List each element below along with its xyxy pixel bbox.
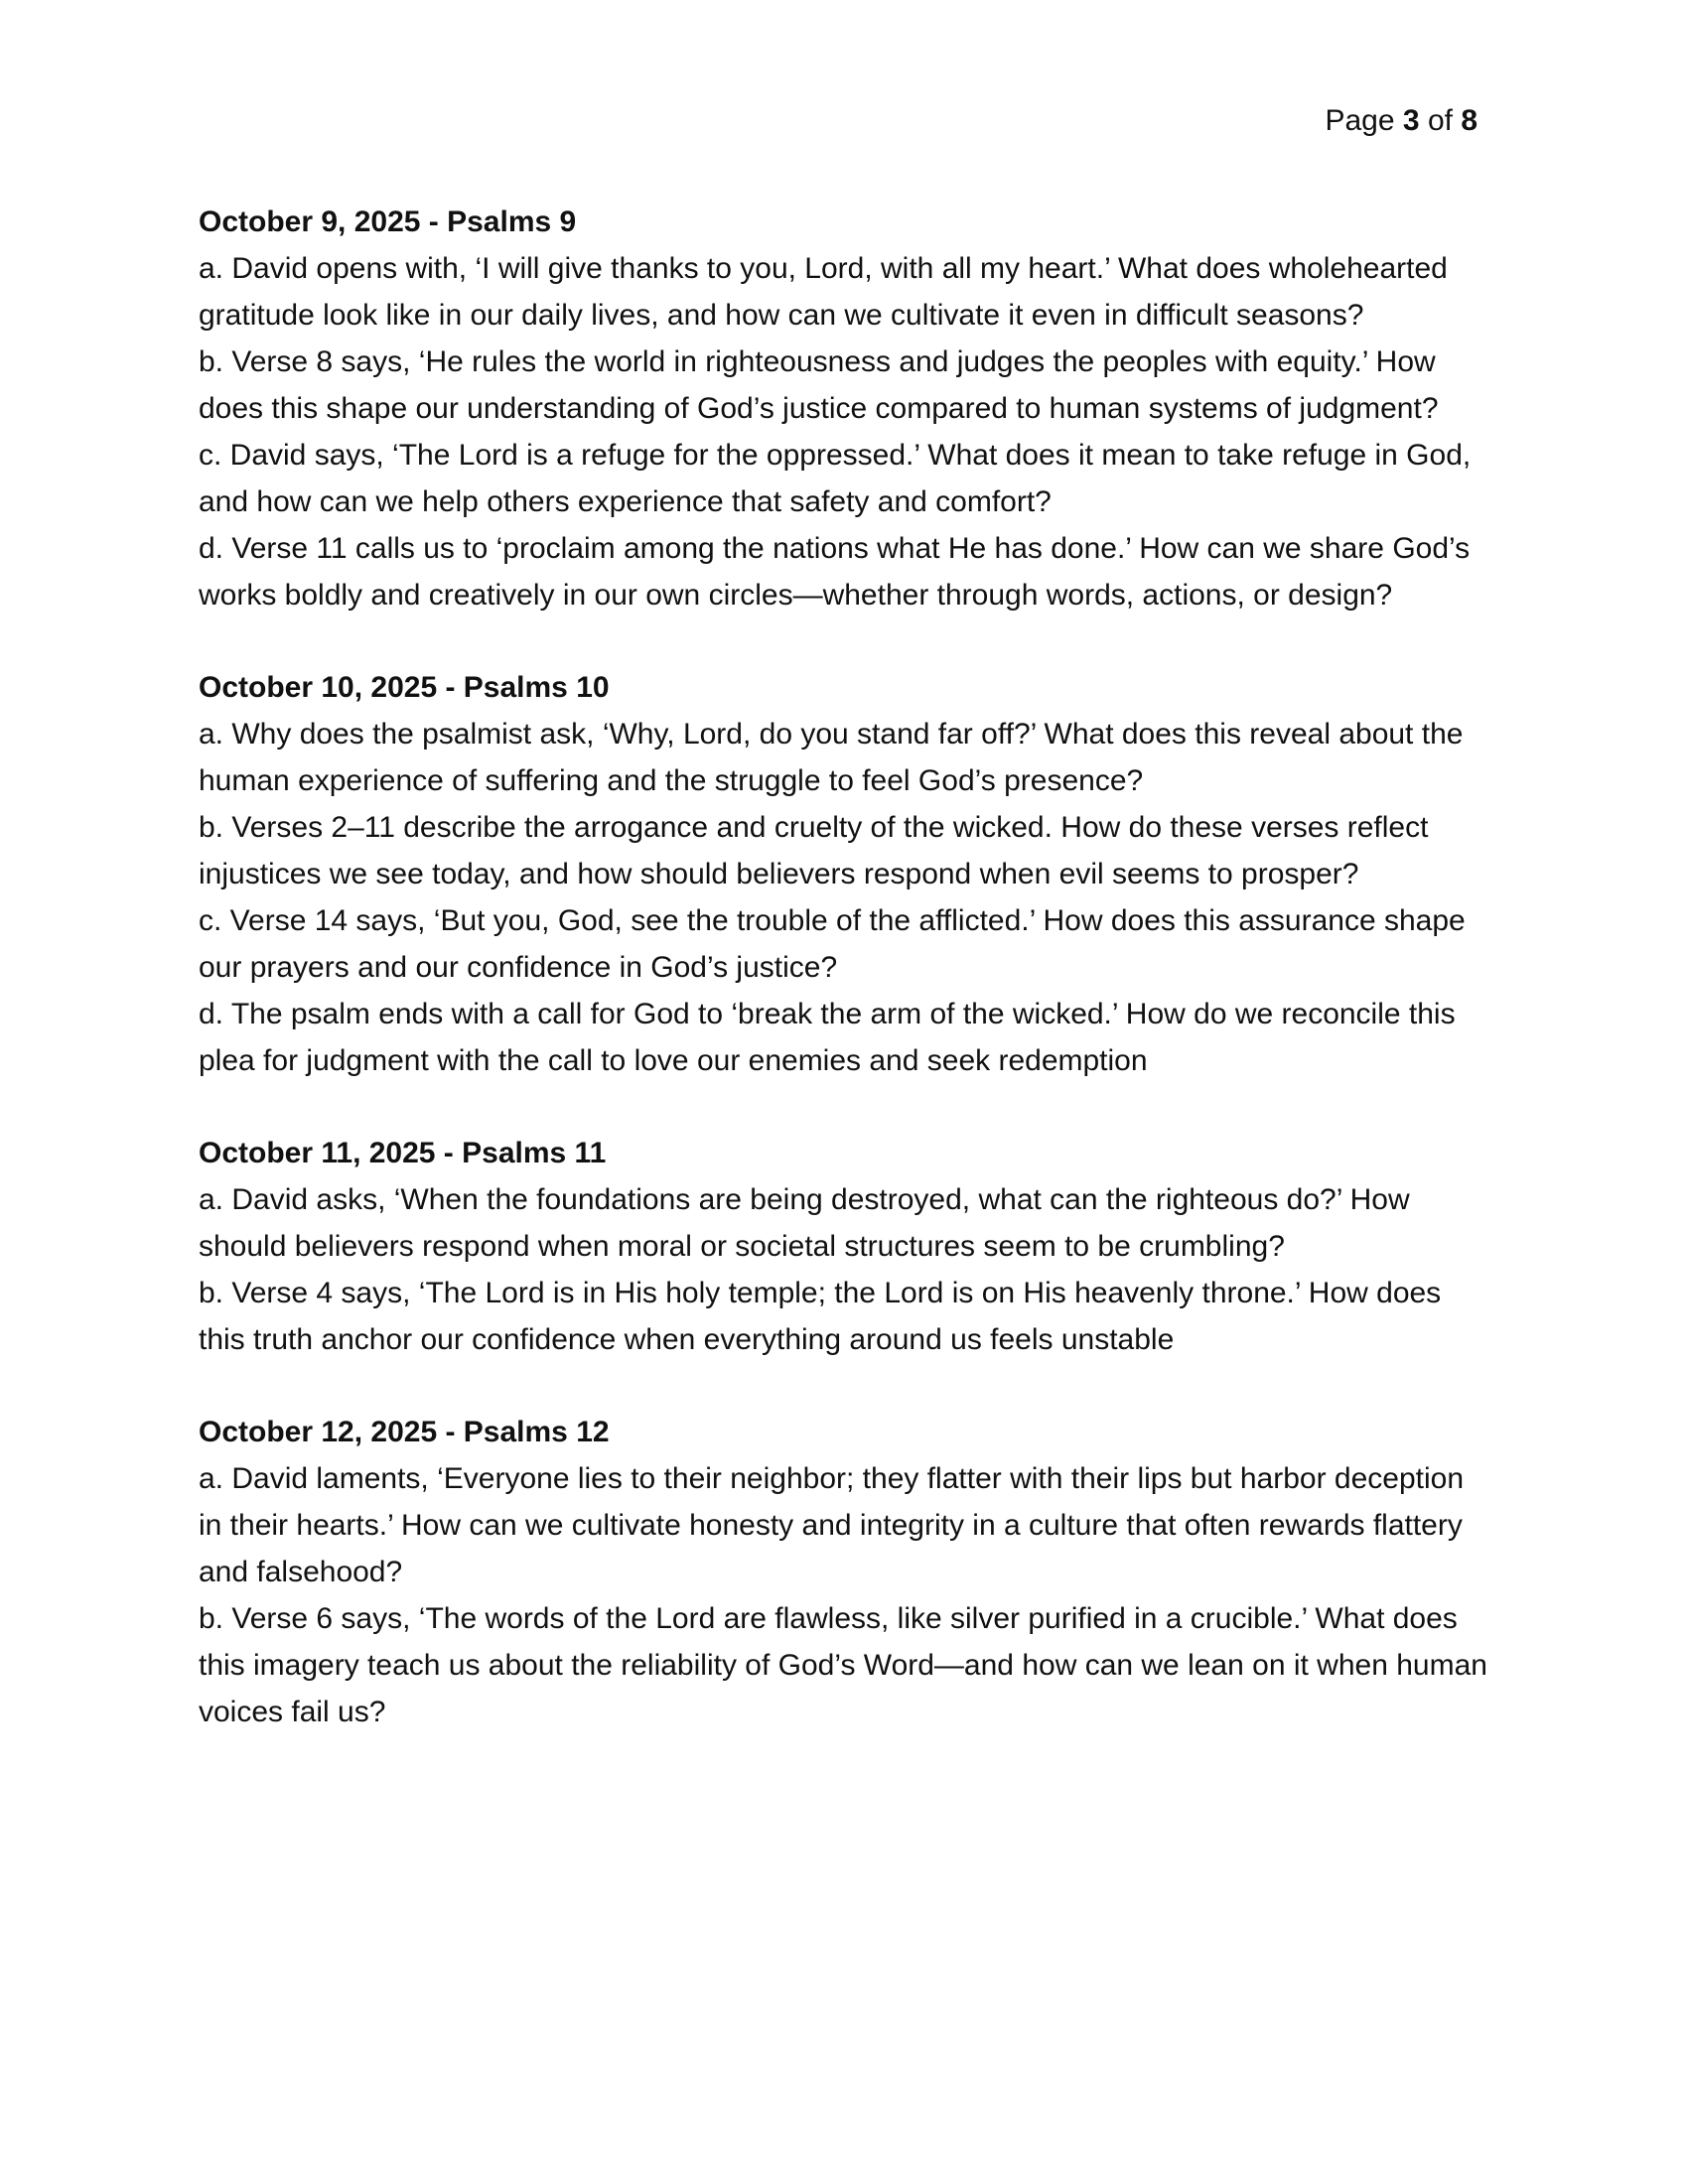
entry-psalms-12 (199, 1409, 1489, 1735)
entry-psalms-9 (199, 199, 1489, 618)
question: b. Verse 8 says, ‘He rules the world in righteousness and judges the peoples with equity.’ How does this shape our understanding of God’s justice compared to human systems of judgment? (199, 345, 1439, 425)
page-number-prefix: Page (1325, 104, 1395, 137)
page-number-of: of (1427, 104, 1453, 137)
question: b. Verse 4 says, ‘The Lord is in His holy temple; the Lord is on His heavenly throne.’ How does this truth anchor our confidence when everything around us feels unstable (199, 1277, 1442, 1356)
entry-heading: October 9, 2025 - Psalms 9 (199, 205, 577, 238)
page-number-total: 8 (1461, 104, 1477, 137)
entry-heading: October 10, 2025 - Psalms 10 (199, 671, 610, 704)
document-body (199, 199, 1489, 1781)
question: a. David opens with, ‘I will give thanks to you, Lord, with all my heart.’ What does wholehearted gratitude look like in our daily lives, and how can we cultivate it even in difficult seasons? (199, 252, 1448, 332)
question: c. Verse 14 says, ‘But you, God, see the trouble of the afflicted.’ How does this assurance shape our prayers and our confidence in God’s justice? (199, 904, 1466, 984)
entry-psalms-10 (199, 664, 1489, 1084)
question: d. The psalm ends with a call for God to ‘break the arm of the wicked.’ How do we reconcile this plea for judgment with the call to love our enemies and seek redemption (199, 998, 1456, 1077)
question: a. Why does the psalmist ask, ‘Why, Lord, do you stand far off?’ What does this reveal about the human experience of suffering and the struggle to feel God’s presence? (199, 718, 1464, 797)
question: b. Verse 6 says, ‘The words of the Lord are flawless, like silver purified in a crucible.’ What does this imagery teach us about the reliability of God’s Word—and how can we lean on it when human voices fail us? (199, 1602, 1487, 1728)
entry-heading: October 11, 2025 - Psalms 11 (199, 1137, 607, 1169)
page-number-current: 3 (1402, 104, 1420, 137)
question: a. David laments, ‘Everyone lies to their neighbor; they flatter with their lips but harbor deception in their hearts.’ How can we cultivate honesty and integrity in a culture that often rewards flattery and falsehood? (199, 1462, 1465, 1588)
question: c. David says, ‘The Lord is a refuge for the oppressed.’ What does it mean to take refuge in God, and how can we help others experience that safety and comfort? (199, 439, 1472, 518)
entry-psalms-11 (199, 1130, 1489, 1363)
entry-heading: October 12, 2025 - Psalms 12 (199, 1416, 610, 1448)
question: d. Verse 11 calls us to ‘proclaim among the nations what He has done.’ How can we share God’s works boldly and creatively in our own circles—whether through words, actions, or design? (199, 532, 1471, 612)
question: a. David asks, ‘When the foundations are being destroyed, what can the righteous do?’ How should believers respond when moral or societal structures seem to be crumbling? (199, 1183, 1410, 1263)
page-number (1325, 101, 1477, 141)
question: b. Verses 2–11 describe the arrogance and cruelty of the wicked. How do these verses reflect injustices we see today, and how should believers respond when evil seems to prosper? (199, 811, 1429, 890)
